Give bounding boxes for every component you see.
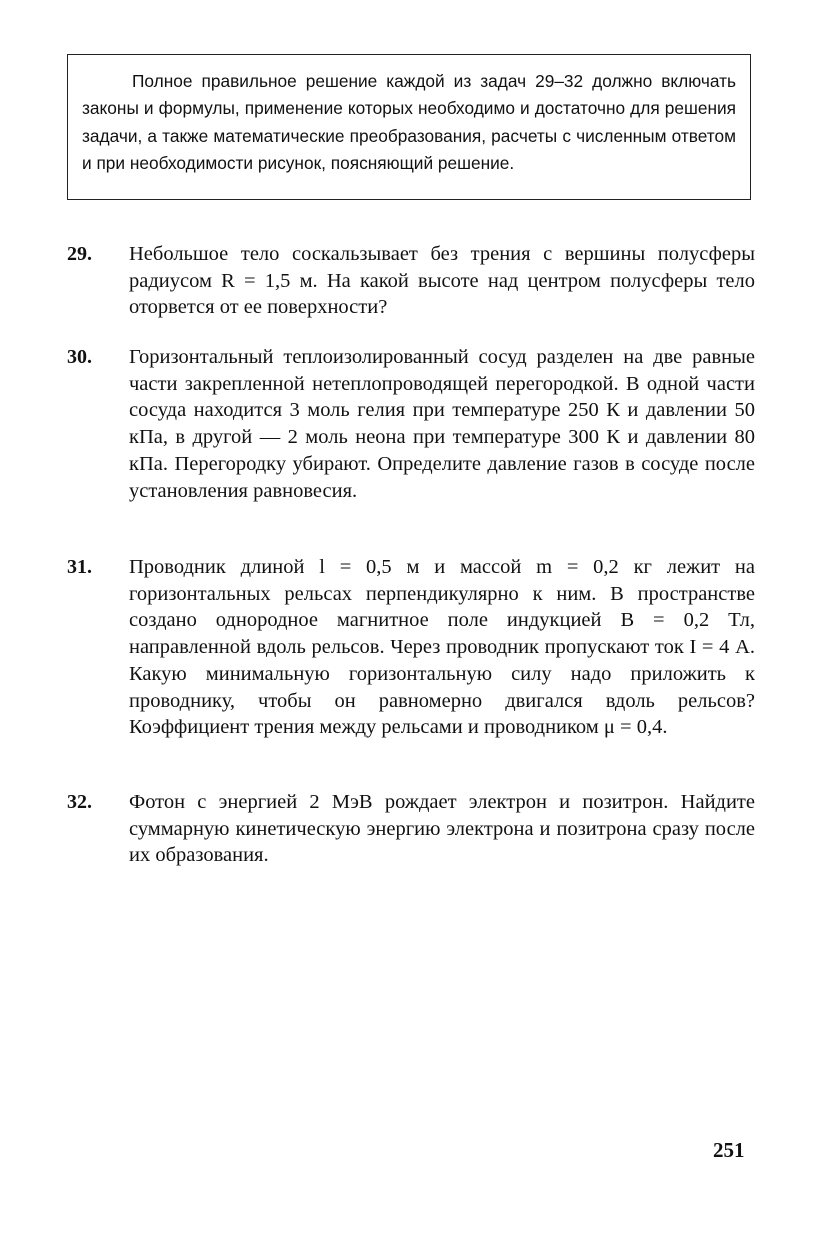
task-number: 32. xyxy=(67,791,92,813)
task-31 xyxy=(67,554,755,741)
instruction-text: Полное правильное решение каждой из задач 29–32 должно включать законы и формулы, применение которых необходимо и достаточно для решения задачи, а также математические преобразования, расчеты с численным ответом и при необходимости рисунок, поясняющий решение. xyxy=(82,71,736,174)
task-30 xyxy=(67,344,755,504)
task-32 xyxy=(67,789,755,869)
instruction-box xyxy=(67,54,751,200)
task-number: 31. xyxy=(67,556,92,578)
task-text: Фотон с энергией 2 МэВ рождает электрон и позитрон. Найдите суммарную кинетическую энергию электрона и позитрона сразу после их образования. xyxy=(129,791,755,867)
task-text: Проводник длиной l = 0,5 м и массой m = 0,2 кг лежит на горизонтальных рельсах перпендикулярно к ним. В пространстве создано однородное магнитное поле индукцией B = 0,2 Тл, направленной вдоль рельсов. Через проводник пропускают ток I = 4 А. Какую минимальную горизонтальную силу надо приложить к проводнику, чтобы он равномерно двигался вдоль рельсов? Коэффициент трения между рельсами и проводником μ = 0,4. xyxy=(129,556,755,739)
task-number: 30. xyxy=(67,346,92,368)
task-number: 29. xyxy=(67,243,92,265)
page-number: 251 xyxy=(713,1138,745,1162)
task-29 xyxy=(67,241,755,321)
task-text: Горизонтальный теплоизолированный сосуд разделен на две равные части закрепленной нетеплопроводящей перегородкой. В одной части сосуда находится 3 моль гелия при температуре 250 К и давлении 50 кПа, в другой — 2 моль неона при температуре 300 К и давлении 80 кПа. Перегородку убирают. Определите давление газов в сосуде после установления равновесия. xyxy=(129,346,755,502)
task-text: Небольшое тело соскальзывает без трения с вершины полусферы радиусом R = 1,5 м. На какой высоте над центром полусферы тело оторвется от ее поверхности? xyxy=(129,243,755,319)
